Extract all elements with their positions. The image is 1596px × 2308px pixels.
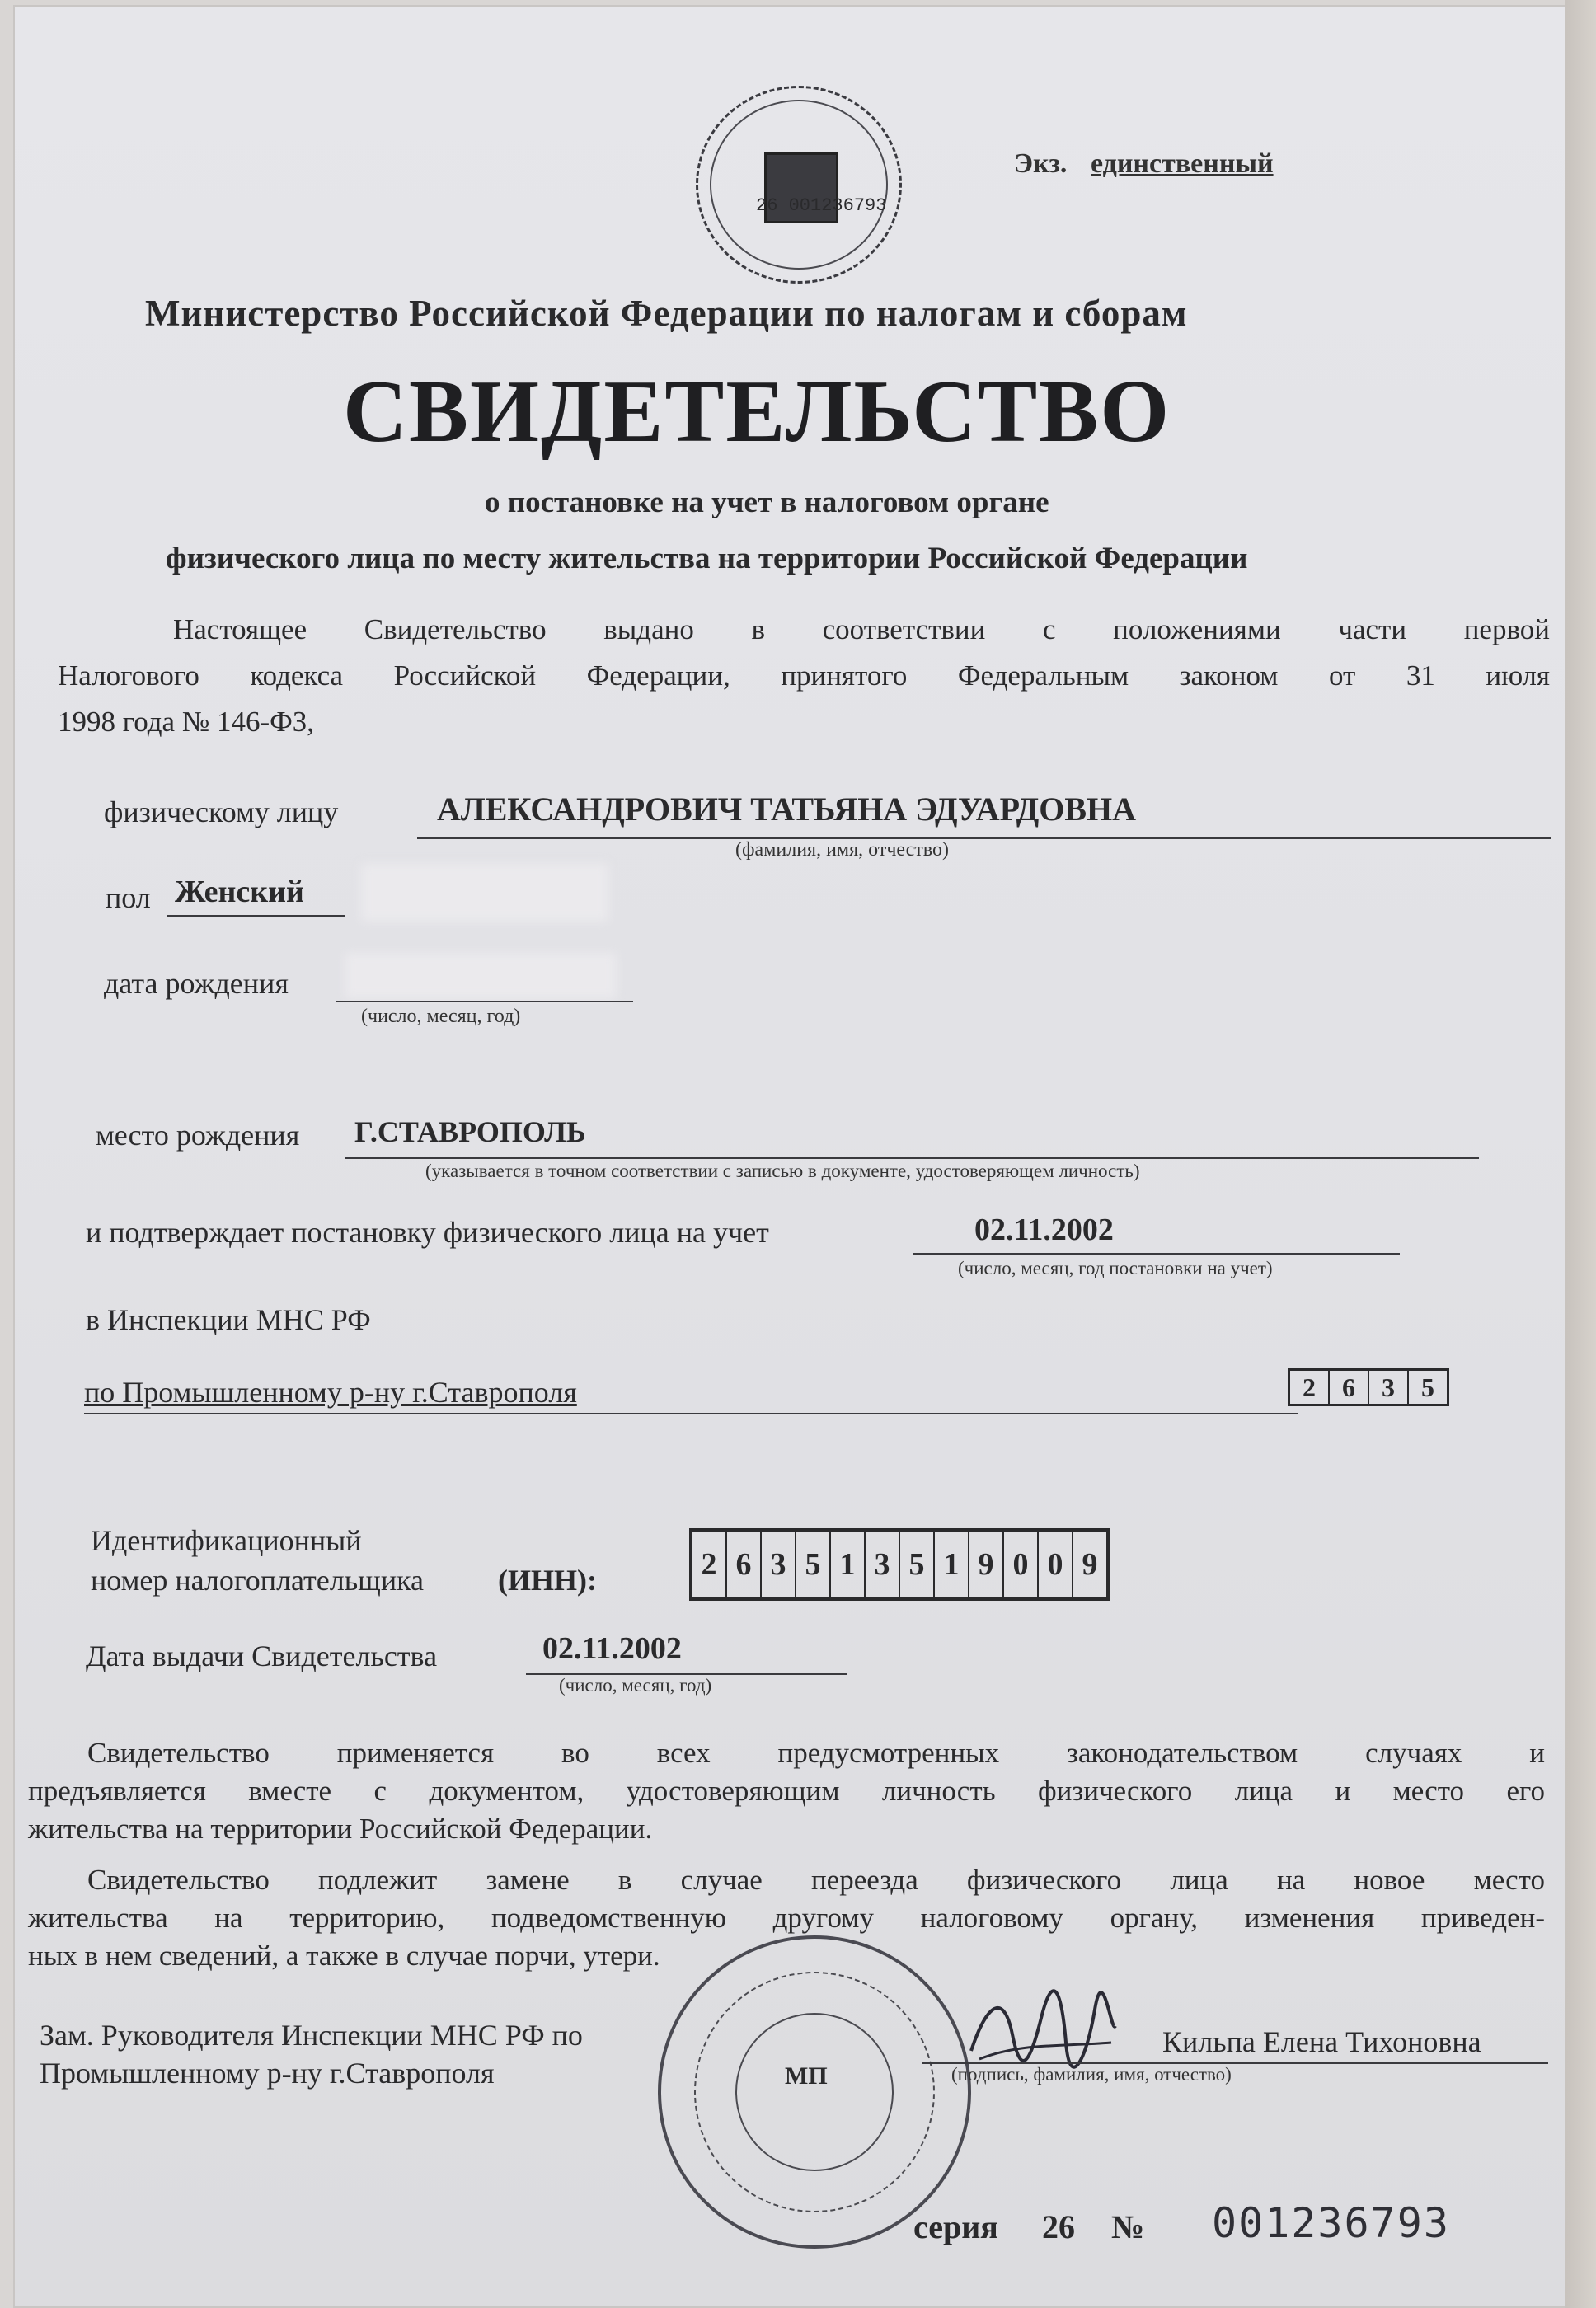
person-label: физическому лицу [104, 795, 339, 828]
certificate-number: 001236793 [1212, 2199, 1450, 2247]
inn-label-3: (ИНН): [498, 1564, 597, 1597]
sex-value: Женский [175, 875, 304, 909]
person-value: АЛЕКСАНДРОВИЧ ТАТЬЯНА ЭДУАРДОВНА [437, 790, 1137, 828]
signer-position-1: Зам. Руководителя Инспекции МНС РФ по [40, 2019, 583, 2052]
copy-label: Экз. [1014, 148, 1068, 179]
inn-digit: 9 [1082, 1547, 1098, 1582]
note-line: ных в нем сведений, а также в случае порчи, утери. [28, 1940, 660, 1972]
inn-digit: 0 [1004, 1532, 1039, 1597]
number-sign: № [1111, 2208, 1145, 2245]
intro-line: 1998 года № 146-ФЗ, [58, 706, 315, 738]
inn-digit: 5 [796, 1532, 831, 1597]
note-line: жительства на территории Российской Федерации. [28, 1813, 653, 1845]
sex-label: пол [106, 881, 151, 914]
note-paragraph-1 [28, 1734, 1545, 1848]
inspection-label: в Инспекции МНС РФ [86, 1303, 371, 1336]
subtitle-line-1: о постановке на учет в налоговом органе [485, 486, 1049, 519]
inn-digit: 1 [935, 1532, 969, 1597]
code-digit: 5 [1421, 1372, 1434, 1402]
intro-line: Настоящее Свидетельство выдано в соответствии с положениями части первой [173, 613, 1550, 645]
signature-caption: (подпись, фамилия, имя, отчество) [951, 2064, 1232, 2085]
person-caption: (фамилия, имя, отчество) [735, 839, 949, 861]
ministry-title: Министерство Российской Федерации по налогам и сборам [145, 293, 1188, 334]
birthplace-value: Г.СТАВРОПОЛЬ [354, 1115, 586, 1148]
issue-value: 02.11.2002 [542, 1631, 682, 1666]
inn-digit: 3 [866, 1532, 900, 1597]
issue-caption: (число, месяц, год) [559, 1675, 712, 1696]
registration-label: и подтверждает постановку физического лица на учет [86, 1216, 769, 1249]
note-line: жительства на территорию, подведомственную другому налоговому органу, изменения приведен- [28, 1902, 1545, 1934]
top-stamp-number: 26 001236793 [756, 195, 887, 216]
intro-line: Налогового кодекса Российской Федерации, принятого Федеральным законом от 31 июля [58, 659, 1550, 692]
document-title: СВИДЕТЕЛЬСТВО [343, 363, 1171, 461]
inn-label-2: номер налогоплательщика [91, 1564, 425, 1597]
copy-value: единственный [1091, 148, 1274, 179]
code-digit: 6 [1330, 1371, 1369, 1404]
note-line: Свидетельство подлежит замене в случае переезда физического лица на новое место [87, 1864, 1545, 1896]
scan-edge [1565, 0, 1596, 2308]
intro-paragraph [58, 607, 1550, 745]
signer-position-2: Промышленному р-ну г.Ставрополя [40, 2057, 495, 2090]
inn-digit: 1 [831, 1532, 866, 1597]
signer-name: Кильпа Елена Тихоновна [1162, 2025, 1481, 2058]
inn-label-1: Идентификационный [91, 1524, 362, 1557]
registration-value: 02.11.2002 [974, 1213, 1114, 1247]
dob-caption: (число, месяц, год) [361, 1006, 521, 1027]
redacted-dob [345, 953, 617, 999]
inn-digit: 2 [692, 1532, 727, 1597]
subtitle-line-2: физического лица по месту жительства на территории Российской Федерации [166, 542, 1248, 575]
series-value: 26 [1042, 2208, 1075, 2245]
code-digit: 2 [1290, 1371, 1330, 1404]
inn-digit: 6 [727, 1532, 762, 1597]
inn-digit: 9 [969, 1532, 1004, 1597]
code-digit: 3 [1369, 1371, 1409, 1404]
top-emblem-seal [696, 86, 902, 284]
inn-digit: 5 [900, 1532, 935, 1597]
redacted-area [361, 864, 608, 922]
note-line: Свидетельство применяется во всех предусмотренных законодательством случаях и [87, 1737, 1545, 1769]
inspection-code-box [1288, 1368, 1449, 1406]
series-label: серия [913, 2208, 998, 2245]
inspection-value: по Промышленному р-ну г.Ставрополя [84, 1376, 577, 1409]
certificate-sheet [15, 7, 1577, 2306]
inn-digit: 0 [1039, 1532, 1073, 1597]
issue-label: Дата выдачи Свидетельства [86, 1640, 438, 1672]
round-stamp [658, 1935, 971, 2249]
birthplace-label: место рождения [96, 1119, 300, 1152]
dob-label: дата рождения [104, 967, 289, 1000]
registration-caption: (число, месяц, год постановки на учет) [958, 1258, 1273, 1278]
birthplace-caption: (указывается в точном соответствии с записью в документе, удостоверяющем личность) [425, 1161, 1140, 1181]
stamp-mark: МП [785, 2062, 828, 2090]
inn-box [689, 1528, 1110, 1601]
inn-digit: 3 [762, 1532, 796, 1597]
note-line: предъявляется вместе с документом, удостоверяющим личность физического лица и место его [28, 1775, 1545, 1807]
